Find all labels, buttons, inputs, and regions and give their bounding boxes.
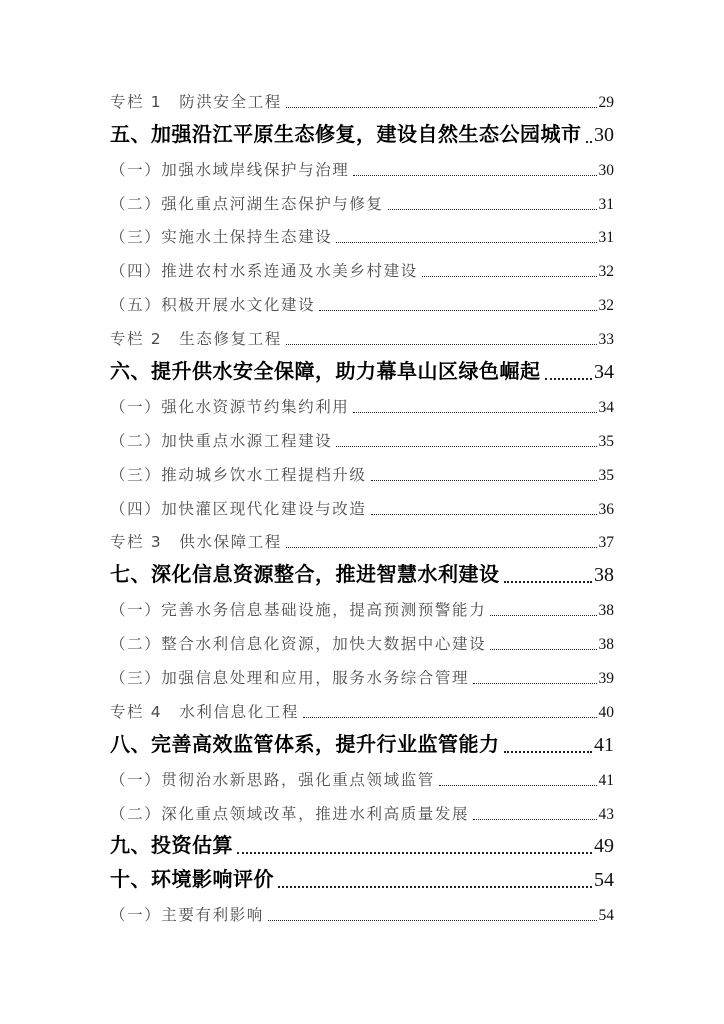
toc-section-entry[interactable]	[110, 287, 614, 321]
toc-entry-title: （四）加快灌区现代化建设与改造	[110, 499, 367, 518]
toc-entry-title: 九、投资估算	[110, 833, 233, 858]
toc-page-number: 41	[594, 733, 614, 756]
dot-leader	[353, 175, 596, 176]
toc-section-entry[interactable]	[110, 253, 614, 287]
toc-section-entry[interactable]	[110, 152, 614, 186]
toc-entry-title: （三）加强信息处理和应用，服务水务综合管理	[110, 669, 470, 688]
toc-page-number: 54	[594, 869, 614, 892]
toc-section-entry[interactable]	[110, 84, 614, 118]
toc-entry-title: 六、提升供水安全保障，助力幕阜山区绿色崛起	[110, 359, 541, 384]
toc-page-number: 36	[598, 500, 614, 518]
toc-entry-title: （一）强化水资源节约集约利用	[110, 397, 350, 416]
toc-chapter-entry[interactable]	[110, 728, 614, 762]
toc-entry-title: 七、深化信息资源整合，推进智慧水利建设	[110, 562, 500, 587]
toc-page-number: 31	[598, 229, 614, 247]
toc-section-entry[interactable]	[110, 389, 614, 423]
toc-entry-title: （一）主要有利影响	[110, 906, 264, 925]
toc-entry-title: 五、加强沿江平原生态修复，建设自然生态公园城市	[110, 121, 582, 146]
dot-leader	[422, 276, 597, 277]
toc-chapter-entry[interactable]	[110, 118, 614, 152]
dot-leader	[286, 547, 597, 548]
toc-section-entry[interactable]	[110, 457, 614, 491]
toc-entry-title: 十、环境影响评价	[110, 867, 274, 892]
toc-page-number: 30	[594, 123, 614, 146]
dot-leader	[545, 378, 593, 380]
toc-page-number: 38	[598, 602, 614, 620]
toc-section-entry[interactable]	[110, 897, 614, 931]
dot-leader	[504, 581, 593, 583]
dot-leader	[336, 446, 596, 447]
dot-leader	[586, 141, 593, 143]
toc-entry-title: （二）强化重点河湖生态保护与修复	[110, 194, 384, 213]
dot-leader	[371, 514, 597, 515]
toc-entry-title: （三）推动城乡饮水工程提档升级	[110, 465, 367, 484]
toc-page-number: 41	[598, 771, 614, 789]
toc-section-entry[interactable]	[110, 660, 614, 694]
toc-section-entry[interactable]	[110, 694, 614, 728]
toc-entry-title: 专栏 3 供水保障工程	[110, 533, 282, 552]
toc-section-entry[interactable]	[110, 186, 614, 220]
toc-page-number: 37	[598, 534, 614, 552]
toc-section-entry[interactable]	[110, 626, 614, 660]
toc-page-number: 38	[594, 564, 614, 587]
toc-page-number: 49	[594, 835, 614, 858]
dot-leader	[303, 717, 597, 718]
toc-page-number: 32	[598, 297, 614, 315]
toc-chapter-entry[interactable]	[110, 355, 614, 389]
toc-entry-title: （四）推进农村水系连通及水美乡村建设	[110, 262, 418, 281]
toc-page-number: 39	[598, 670, 614, 688]
toc-page-number: 34	[598, 398, 614, 416]
dot-leader	[371, 480, 597, 481]
dot-leader	[473, 683, 596, 684]
dot-leader	[278, 886, 592, 888]
toc-page-number: 54	[598, 907, 614, 925]
toc-entry-title: （三）实施水土保持生态建设	[110, 228, 333, 247]
toc-entry-title: （一）贯彻治水新思路，强化重点领域监管	[110, 770, 435, 789]
dot-leader	[490, 615, 596, 616]
dot-leader	[439, 785, 597, 786]
toc-entry-title: （二）整合水利信息化资源，加快大数据中心建设	[110, 635, 487, 654]
toc-page-number: 35	[598, 466, 614, 484]
toc-page-number: 30	[598, 161, 614, 179]
toc-chapter-entry[interactable]	[110, 863, 614, 897]
dot-leader	[319, 310, 596, 311]
toc-section-entry[interactable]	[110, 220, 614, 254]
dot-leader	[473, 819, 596, 820]
toc-page-number: 33	[598, 331, 614, 349]
toc-entry-title: 专栏 4 水利信息化工程	[110, 702, 299, 721]
dot-leader	[286, 107, 597, 108]
toc-entry-title: （二）加快重点水源工程建设	[110, 431, 333, 450]
toc-entry-title: （一）完善水务信息基础设施，提高预测预警能力	[110, 601, 487, 620]
toc-section-entry[interactable]	[110, 491, 614, 525]
dot-leader	[490, 649, 596, 650]
toc-page-number: 35	[598, 432, 614, 450]
toc-page-number: 38	[598, 636, 614, 654]
dot-leader	[353, 412, 596, 413]
dot-leader	[286, 344, 597, 345]
toc-entry-title: 专栏 1 防洪安全工程	[110, 92, 282, 111]
dot-leader	[237, 852, 592, 854]
toc-section-entry[interactable]	[110, 796, 614, 830]
dot-leader	[268, 920, 597, 921]
dot-leader	[504, 751, 593, 753]
toc-section-entry[interactable]	[110, 321, 614, 355]
dot-leader	[336, 242, 596, 243]
toc-entry-title: （二）深化重点领域改革，推进水利高质量发展	[110, 804, 470, 823]
toc-page-number: 43	[598, 805, 614, 823]
dot-leader	[388, 209, 597, 210]
toc-section-entry[interactable]	[110, 423, 614, 457]
toc-entry-title: （一）加强水域岸线保护与治理	[110, 160, 350, 179]
toc-chapter-entry[interactable]	[110, 558, 614, 592]
table-of-contents	[110, 84, 614, 931]
toc-page-number: 40	[598, 703, 614, 721]
toc-page-number: 32	[598, 263, 614, 281]
toc-section-entry[interactable]	[110, 762, 614, 796]
toc-entry-title: （五）积极开展水文化建设	[110, 296, 316, 315]
toc-entry-title: 八、完善高效监管体系，提升行业监管能力	[110, 731, 500, 756]
toc-page-number: 34	[594, 361, 614, 384]
toc-page-number: 29	[598, 93, 614, 111]
toc-page-number: 31	[598, 195, 614, 213]
toc-entry-title: 专栏 2 生态修复工程	[110, 330, 282, 349]
toc-chapter-entry[interactable]	[110, 830, 614, 864]
toc-section-entry[interactable]	[110, 525, 614, 559]
toc-section-entry[interactable]	[110, 592, 614, 626]
